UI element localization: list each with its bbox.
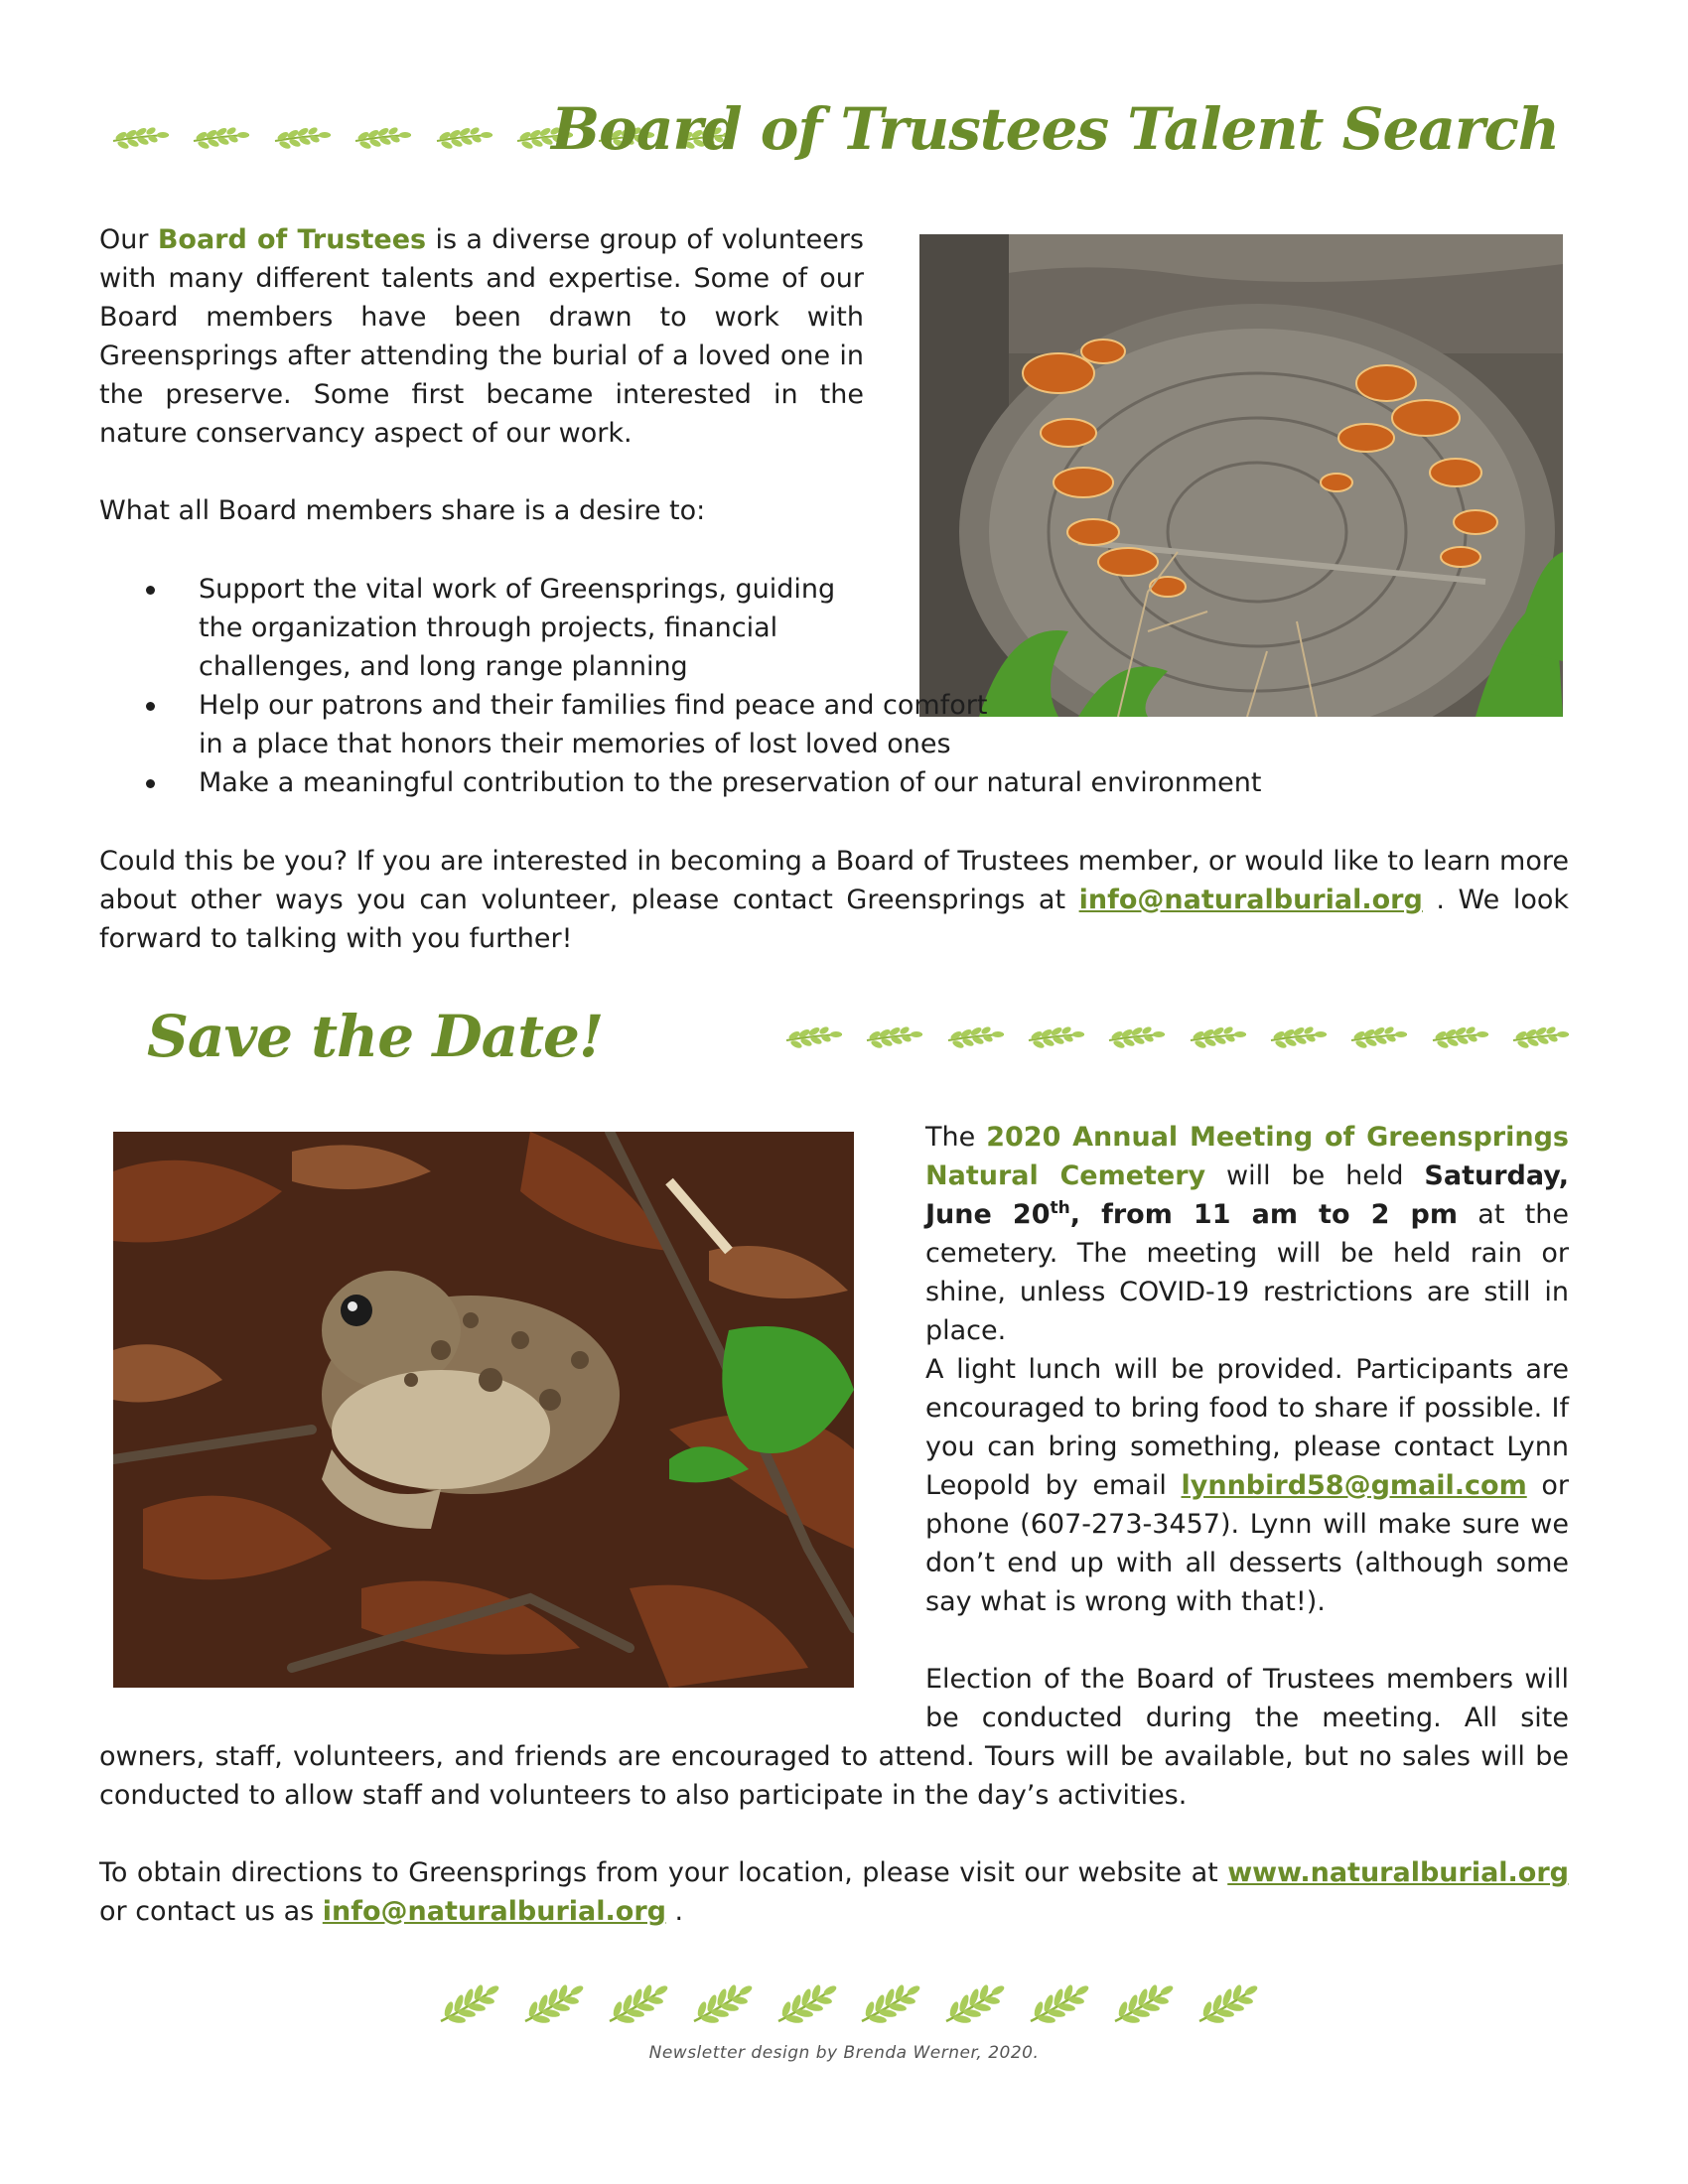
meeting-date: Saturday, June 20: [925, 1160, 1570, 1230]
contact-text-before: Could this be you? If you are interested in becoming a Board of Trustees member, or would like to learn more about other ways you can volunteer, please contact Greensprings at: [99, 846, 1569, 915]
meeting-date-suffix: th: [1050, 1198, 1070, 1218]
toad-image: [113, 1132, 854, 1688]
bullet-text: Make a meaningful contribution to the preservation of our natural environment: [199, 767, 1262, 798]
contact-text-after: . We look forward to talking with you further!: [99, 885, 1569, 954]
meeting-text-end: at the cemetery. The meeting will be held rain or shine, unless COVID-19 restrictions are still in place.: [925, 1199, 1569, 1346]
section-title-save-the-date: Save the Date!: [147, 1003, 604, 1070]
fern-leaf-icon: [1349, 1025, 1409, 1051]
fern-leaf-icon: [1107, 1025, 1167, 1051]
fern-leaf-icon: [688, 1979, 754, 2029]
bullet-icon: [146, 586, 155, 595]
fern-leaf-icon: [1511, 1025, 1571, 1051]
list-item: [99, 686, 1013, 763]
meeting-text-mid: will be held: [1205, 1160, 1425, 1191]
bullet-icon: [146, 702, 155, 711]
intro-text-after: is a diverse group of volunteers with many different talents and expertise. Some of our Board members have been drawn to work with Greensprings after attending the burial of a loved one in the preserve. Some first became interested in the nature conservancy aspect of our work.: [99, 224, 864, 449]
fern-leaf-icon: [353, 126, 413, 152]
annual-meeting-highlight: 2020 Annual Meeting of Greensprings Natural Cemetery: [925, 1122, 1569, 1191]
meeting-time: , from 11 am to 2 pm: [1069, 1199, 1458, 1230]
directions-paragraph: [99, 1853, 1569, 1931]
newsletter-credit: Newsletter design by Brenda Werner, 2020.: [648, 2043, 1040, 2063]
fern-leaf-icon: [940, 1979, 1006, 2029]
board-of-trustees-highlight: Board of Trustees: [157, 224, 427, 255]
section-title-talent-search: Board of Trustees Talent Search: [551, 95, 1559, 163]
fern-leaf-icon: [1025, 1979, 1090, 2029]
election-paragraph-part2: owners, staff, volunteers, and friends are encouraged to attend. Tours will be available, but no sales will be conducted to allow staff and volunteers to also participate in the day’s activities.: [99, 1741, 1569, 1811]
email-link-lynn[interactable]: lynnbird58@gmail.com: [1181, 1470, 1527, 1501]
fern-leaf-icon: [111, 126, 171, 152]
list-item: [99, 763, 1390, 802]
fern-leaf-icon: [1189, 1025, 1248, 1051]
leaf-divider-middle: [784, 1019, 1571, 1058]
meeting-text-the: The: [925, 1122, 987, 1153]
fern-leaf-icon: [1109, 1979, 1175, 2029]
fern-leaf-icon: [865, 1025, 924, 1051]
board-desires-list: [99, 570, 1569, 802]
fern-leaf-icon: [773, 1979, 838, 2029]
fern-leaf-icon: [1194, 1979, 1259, 2029]
fern-leaf-icon: [435, 126, 494, 152]
election-paragraph-part1: Election of the Board of Trustees members will be conducted during the meeting. All site: [925, 1664, 1569, 1733]
lunch-text-after: or phone (607-273-3457). Lynn will make sure we don’t end up with all desserts (although some say what is wrong with that!).: [925, 1470, 1569, 1617]
fern-leaf-icon: [604, 1979, 669, 2029]
fern-leaf-icon: [1269, 1025, 1329, 1051]
bullet-icon: [146, 779, 155, 788]
website-link[interactable]: www.naturalburial.org: [1227, 1857, 1569, 1888]
email-link-info[interactable]: info@naturalburial.org: [1078, 885, 1423, 915]
directions-text-before: To obtain directions to Greensprings from your location, please visit our website at: [99, 1857, 1228, 1888]
list-item: [99, 570, 864, 686]
email-link-info-footer[interactable]: info@naturalburial.org: [322, 1896, 666, 1927]
fern-leaf-icon: [192, 126, 251, 152]
directions-text-after: .: [665, 1896, 684, 1927]
fern-leaf-icon: [856, 1979, 921, 2029]
lunch-paragraph: [925, 1350, 1569, 1621]
fern-leaf-icon: [946, 1025, 1006, 1051]
bullet-text: Help our patrons and their families find peace and comfort in a place that honors their memories of lost loved ones: [199, 690, 988, 759]
fern-leaf-icon: [1027, 1025, 1086, 1051]
toad-photo: [113, 1132, 854, 1688]
fern-leaf-icon: [435, 1979, 500, 2029]
fern-leaf-icon: [273, 126, 333, 152]
fern-leaf-icon: [1431, 1025, 1490, 1051]
directions-text-mid: or contact us as: [99, 1896, 323, 1927]
talent-search-intro: [99, 220, 864, 453]
leaf-divider-bottom: [435, 1978, 1259, 2031]
lunch-text-before: A light lunch will be provided. Participants are encouraged to bring food to share if possible. If you can bring something, please contact Lynn Leopold by email: [925, 1354, 1569, 1501]
intro-text-before: Our: [99, 224, 158, 255]
volunteer-contact-paragraph: [99, 842, 1569, 958]
fern-leaf-icon: [519, 1979, 585, 2029]
annual-meeting-paragraph: [925, 1118, 1569, 1350]
bullet-text: Support the vital work of Greensprings, guiding the organization through projects, financial challenges, and long range planning: [199, 574, 836, 682]
fern-leaf-icon: [784, 1025, 844, 1051]
share-line: What all Board members share is a desire to:: [99, 495, 706, 526]
